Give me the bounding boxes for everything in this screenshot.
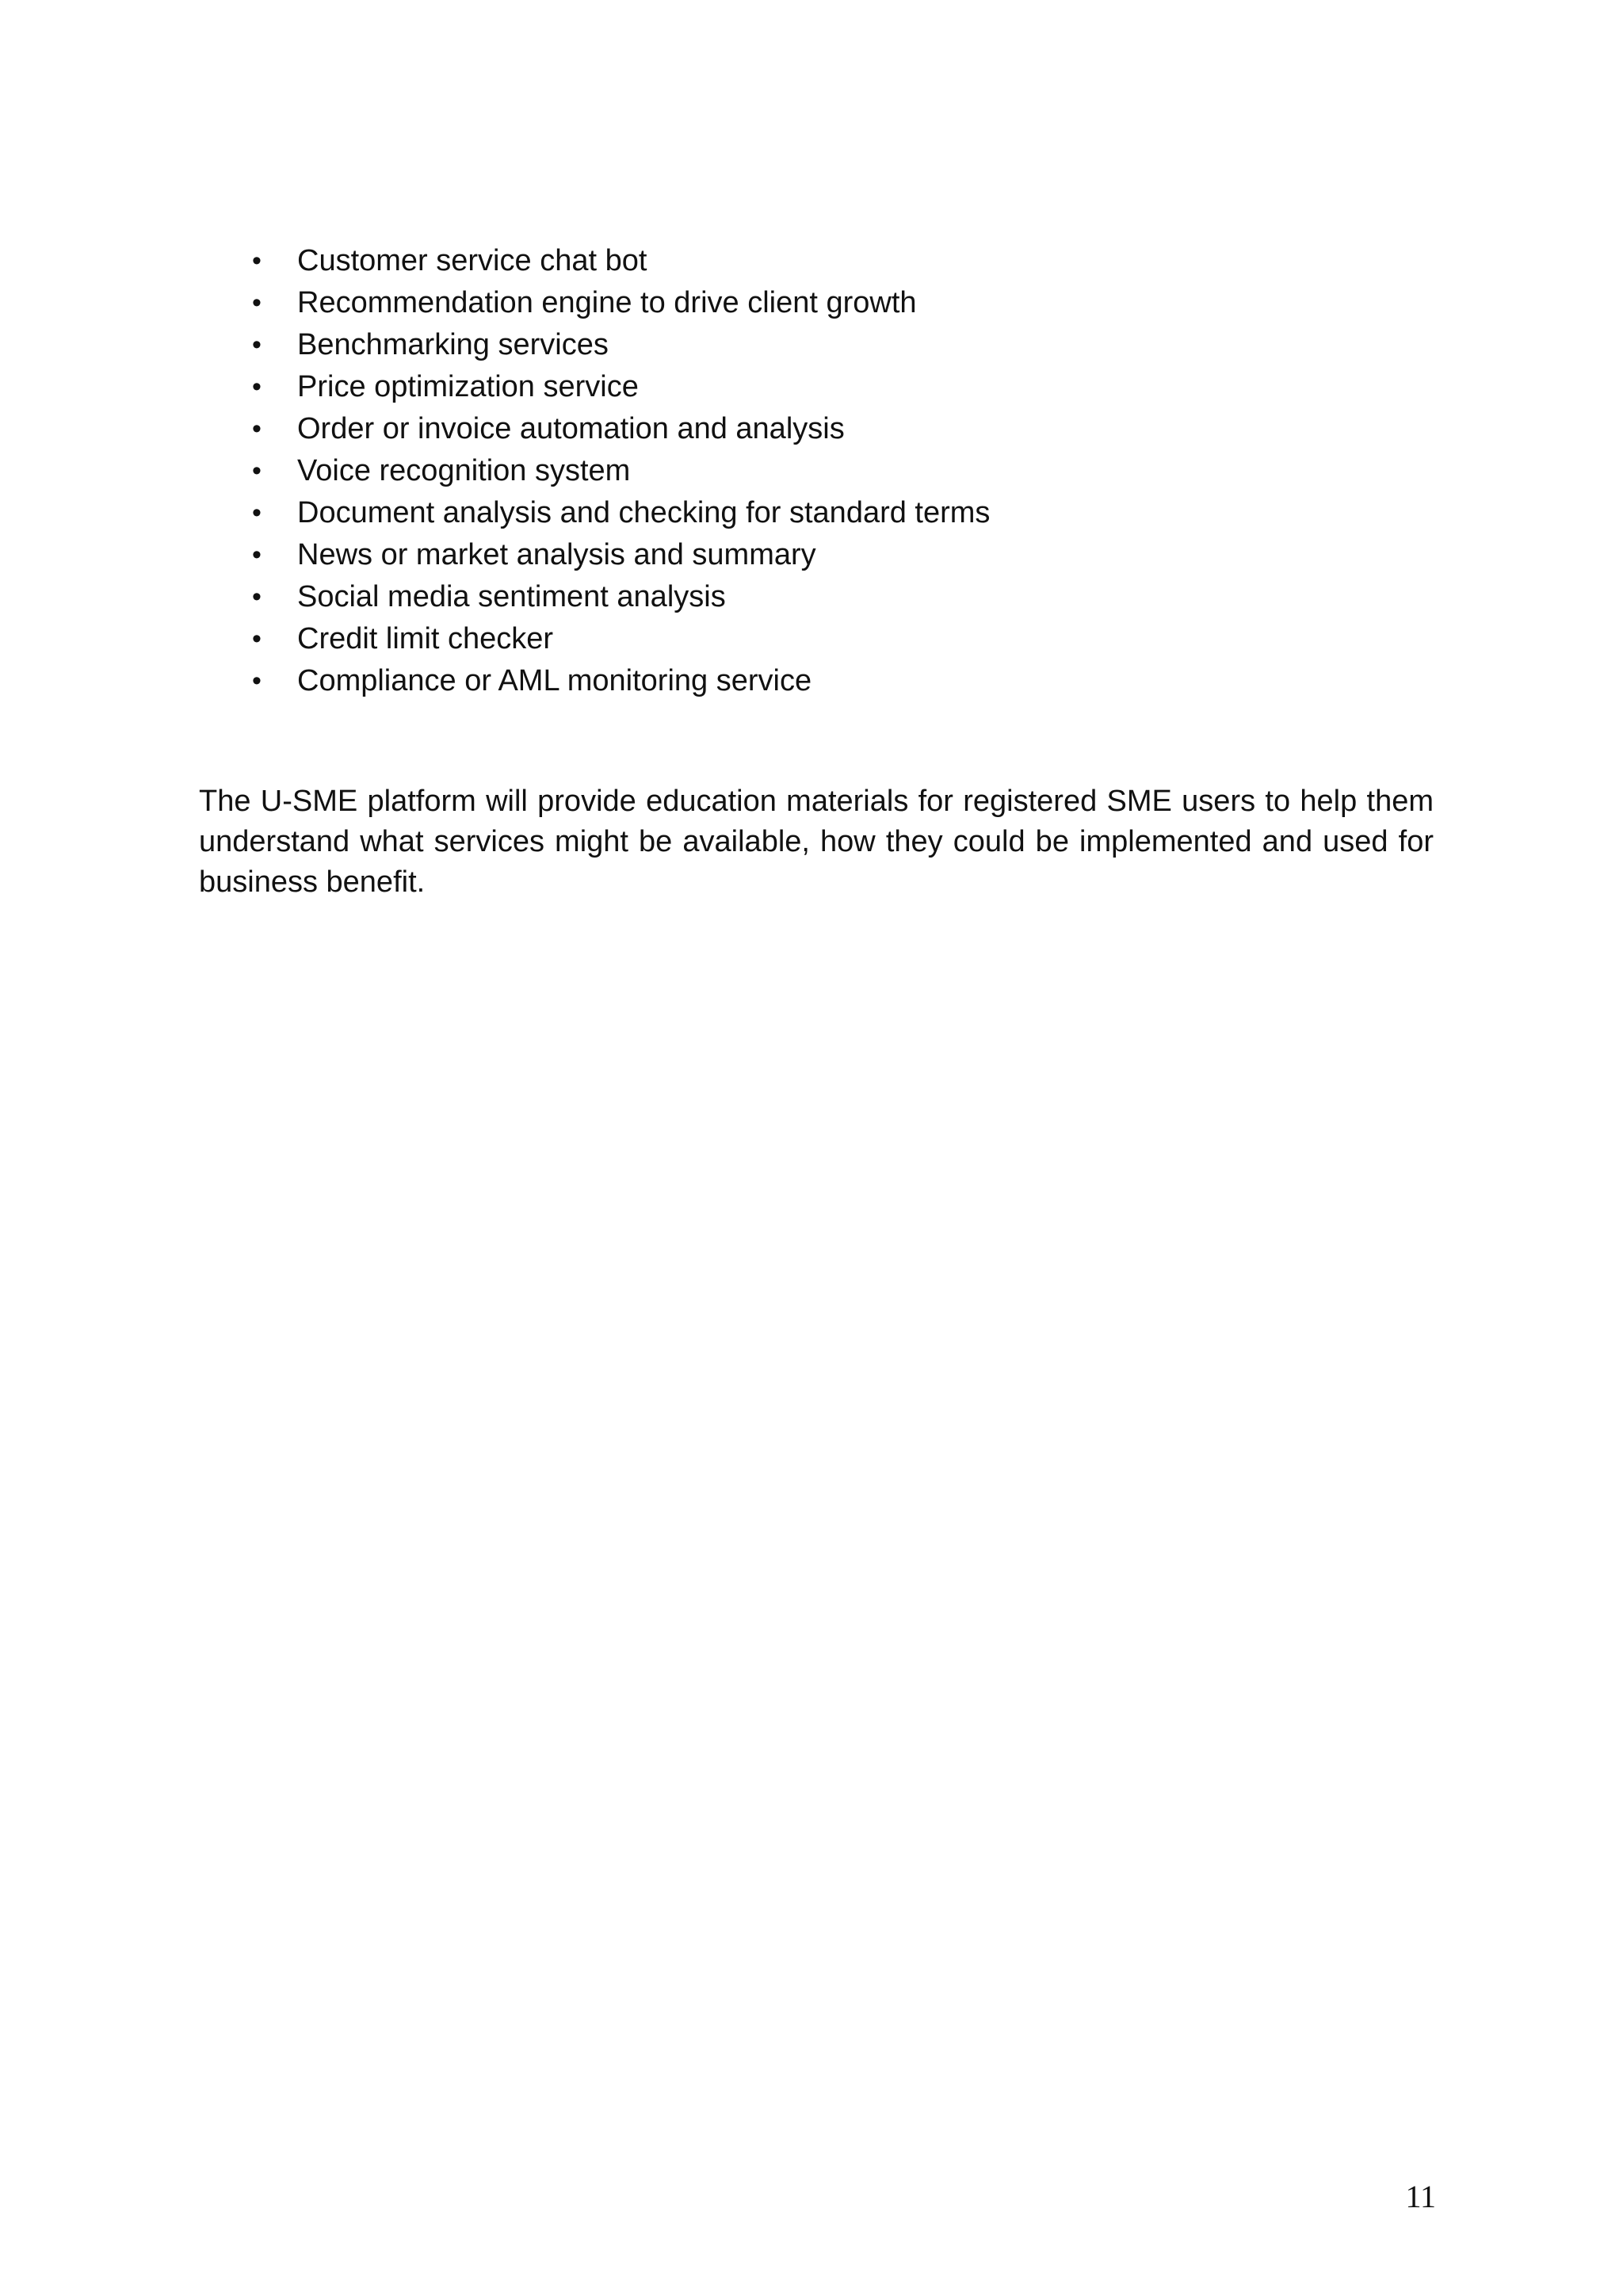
list-item-text: Benchmarking services (297, 328, 609, 361)
list-item-text: Recommendation engine to drive client growth (297, 286, 917, 319)
bullet-icon: • (252, 246, 262, 276)
list-item (242, 492, 1430, 534)
list-item-text: Credit limit checker (297, 622, 554, 655)
list-item-text: Document analysis and checking for standard terms (297, 496, 991, 529)
list-item-text: Voice recognition system (297, 454, 631, 487)
list-item (242, 660, 1430, 702)
list-item (242, 240, 1430, 282)
list-item-text: Compliance or AML monitoring service (297, 664, 812, 697)
bullet-icon: • (252, 414, 262, 444)
list-item (242, 282, 1430, 324)
list-item-text: Social media sentiment analysis (297, 580, 726, 613)
list-item (242, 366, 1430, 408)
service-bullet-list (242, 240, 1430, 702)
bullet-icon: • (252, 624, 262, 654)
bullet-icon: • (252, 540, 262, 570)
bullet-icon: • (252, 288, 262, 318)
bullet-icon: • (252, 372, 262, 402)
list-item (242, 450, 1430, 492)
list-item-text: Order or invoice automation and analysis (297, 412, 845, 445)
bullet-icon: • (252, 666, 262, 696)
list-item (242, 534, 1430, 576)
list-item-text: News or market analysis and summary (297, 538, 816, 571)
list-item (242, 324, 1430, 366)
list-item-text: Customer service chat bot (297, 244, 647, 277)
education-materials-paragraph: The U-SME platform will provide education materials for registered SME users to help them understand what services might be available, how they could be implemented and used for business benefit. (199, 785, 1434, 899)
list-item (242, 618, 1430, 660)
bullet-icon: • (252, 582, 262, 612)
list-item-text: Price optimization service (297, 370, 639, 403)
list-item (242, 576, 1430, 618)
bullet-icon: • (252, 330, 262, 360)
bullet-icon: • (252, 456, 262, 486)
list-item (242, 408, 1430, 450)
page-number: 11 (1405, 2179, 1436, 2214)
bullet-icon: • (252, 498, 262, 528)
